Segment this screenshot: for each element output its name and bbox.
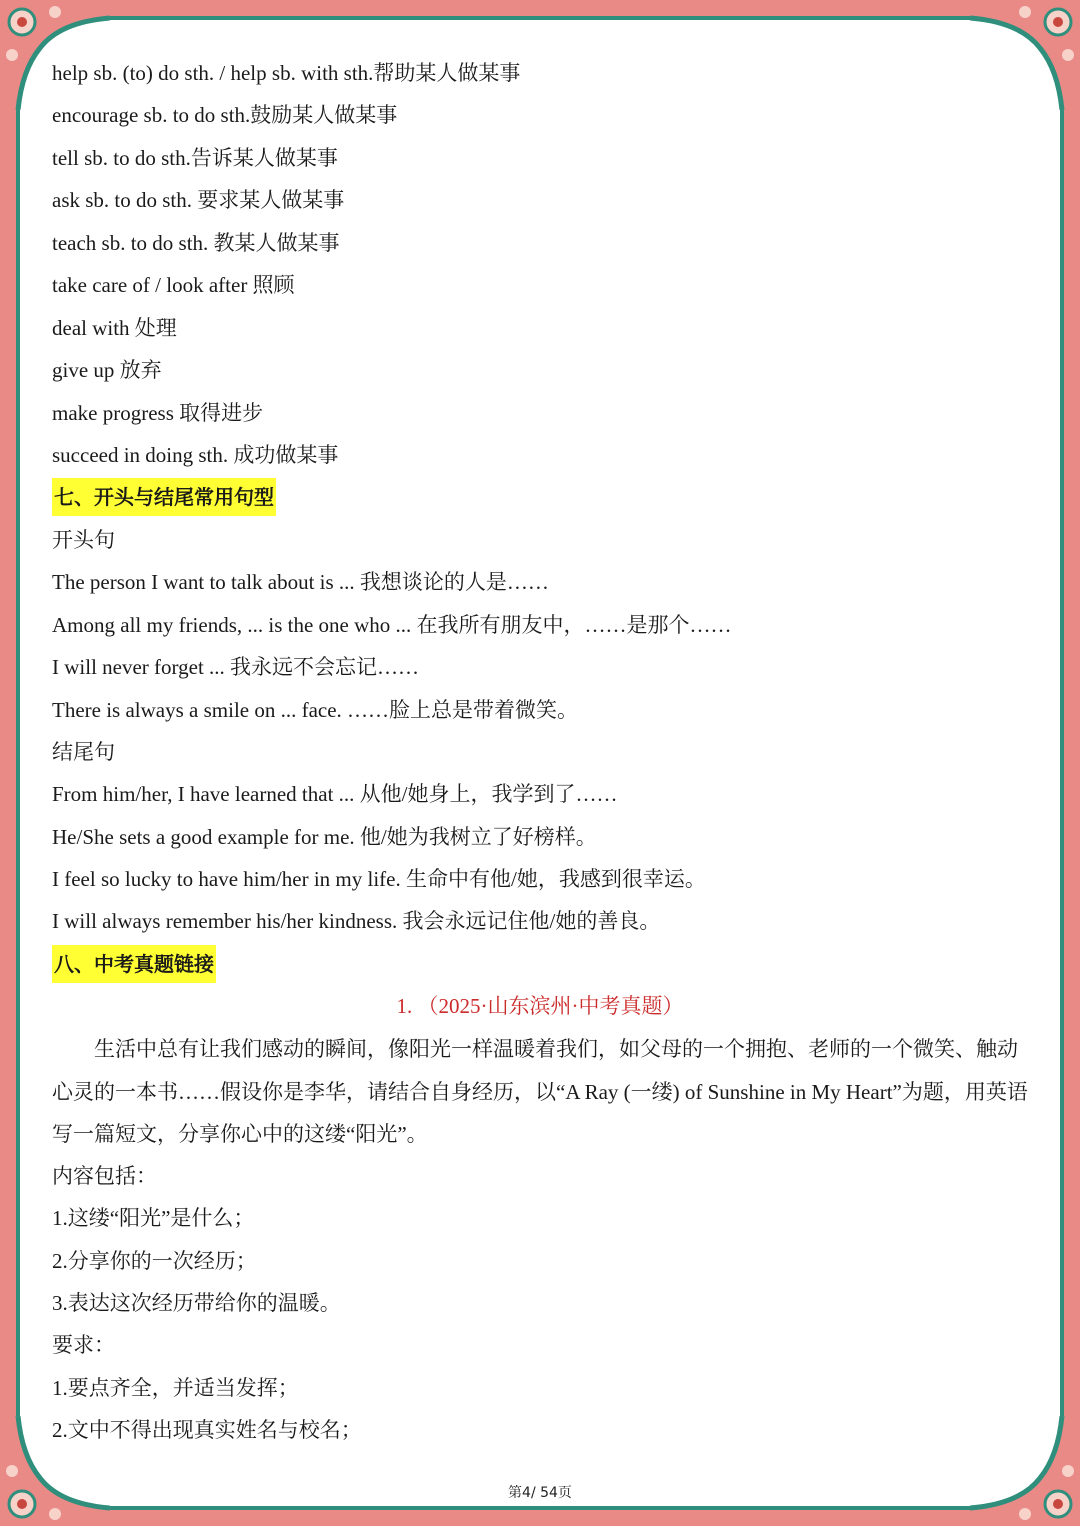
phrase-line: help sb. (to) do sth. / help sb. with sth.帮助某人做某事	[52, 61, 521, 85]
border-right	[1060, 0, 1080, 1526]
closing-sentence: I will always remember his/her kindness. 我会永远记住他/她的善良。	[52, 909, 661, 933]
content-item: 1.这缕“阳光”是什么；	[52, 1206, 255, 1230]
content-label: 内容包括：	[52, 1164, 157, 1188]
closing-sentence: From him/her, I have learned that ... 从他/她身上，我学到了……	[52, 782, 618, 806]
phrase-line: give up 放弃	[52, 358, 162, 382]
opening-label: 开头句	[52, 528, 115, 552]
phrase-line: encourage sb. to do sth.鼓励某人做某事	[52, 103, 398, 127]
requirement-item: 2.文中不得出现真实姓名与校名；	[52, 1418, 362, 1442]
closing-label: 结尾句	[52, 740, 115, 764]
content-item: 3.表达这次经历带给你的温暖。	[52, 1291, 341, 1315]
opening-sentence: Among all my friends, ... is the one who ... 在我所有朋友中，……是那个……	[52, 613, 732, 637]
requirements-label: 要求：	[52, 1333, 115, 1357]
section-heading-8: 八、中考真题链接	[52, 945, 216, 983]
border-left	[0, 0, 20, 1526]
corner-ornament-icon	[970, 1416, 1080, 1526]
closing-sentence: I feel so lucky to have him/her in my life. 生命中有他/她，我感到很幸运。	[52, 867, 706, 891]
question-title: 1. （2025·山东滨州·中考真题）	[396, 994, 684, 1018]
phrase-line: succeed in doing sth. 成功做某事	[52, 443, 339, 467]
phrase-line: ask sb. to do sth. 要求某人做某事	[52, 188, 345, 212]
page-number: 第4/ 54页	[508, 1485, 572, 1501]
phrase-line: make progress 取得进步	[52, 401, 264, 425]
question-prompt: 生活中总有让我们感动的瞬间，像阳光一样温暖着我们，如父母的一个拥抱、老师的一个微笑、触动心灵的一本书……假设你是李华，请结合自身经历，以“A Ray (一缕) of Sunshine in My Heart”为题，用英语写一篇短文，分享你心中的这缕“阳光”。	[52, 1037, 1028, 1146]
content-item: 2.分享你的一次经历；	[52, 1249, 257, 1273]
requirement-item: 1.要点齐全，并适当发挥；	[52, 1376, 299, 1400]
closing-sentence: He/She sets a good example for me. 他/她为我树立了好榜样。	[52, 825, 597, 849]
opening-sentence: The person I want to talk about is ... 我想谈论的人是……	[52, 570, 549, 594]
phrase-line: tell sb. to do sth.告诉某人做某事	[52, 146, 338, 170]
opening-sentence: I will never forget ... 我永远不会忘记……	[52, 655, 420, 679]
phrase-line: take care of / look after 照顾	[52, 273, 295, 297]
opening-sentence: There is always a smile on ... face. ……脸上总是带着微笑。	[52, 698, 579, 722]
section-heading-7: 七、开头与结尾常用句型	[52, 478, 276, 516]
phrase-line: teach sb. to do sth. 教某人做某事	[52, 231, 340, 255]
border-top	[0, 0, 1080, 20]
phrase-line: deal with 处理	[52, 316, 177, 340]
corner-ornament-icon	[970, 0, 1080, 110]
border-bottom	[0, 1506, 1080, 1526]
